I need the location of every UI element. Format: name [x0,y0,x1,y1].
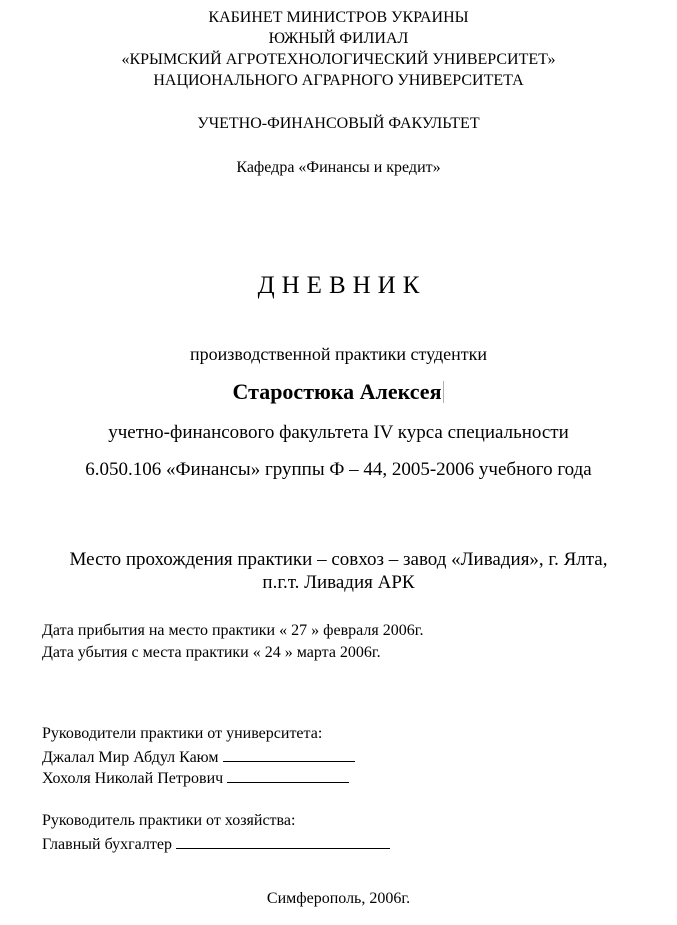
student-name-line [0,381,677,403]
university-supervisor-1: Джалал Мир Абдул Каюм [42,748,355,766]
text-cursor [443,381,444,403]
signature-line [227,769,349,783]
signature-line [223,748,355,762]
signature-line [176,835,390,849]
practice-place-line-2: п.г.т. Ливадия АРК [262,572,415,593]
course-line-2: 6.050.106 «Финансы» группы Ф – 44, 2005-2006 учебного года [85,459,592,480]
header-ministry: КАБИНЕТ МИНИСТРОВ УКРАИНЫ [208,9,469,26]
university-supervisor-2: Хохоля Николай Петрович [42,769,349,787]
departure-date: Дата убытия с места практики « 24 » марта 2006г. [42,644,381,661]
header-branch: ЮЖНЫЙ ФИЛИАЛ [268,30,409,47]
farm-supervisor-heading: Руководитель практики от хозяйства: [42,812,296,829]
faculty-name: УЧЕТНО-ФИНАНСОВЫЙ ФАКУЛЬТЕТ [197,115,480,132]
course-line-1: учетно-финансового факультета IV курса специальности [108,422,569,443]
student-name: Старостюка Алексея [232,379,442,404]
header-university: «КРЫМСКИЙ АГРОТЕХНОЛОГИЧЕСКИЙ УНИВЕРСИТЕТ» [121,51,556,68]
practice-place-line-1: Место прохождения практики – совхоз – завод «Ливадия», г. Ялта, [69,549,608,570]
header-national-university: НАЦИОНАЛЬНОГО АГРАРНОГО УНИВЕРСИТЕТА [153,72,524,89]
document-title: ДНЕВНИК [257,272,427,299]
document-subtitle: производственной практики студентки [189,344,488,364]
farm-supervisor-chief-accountant: Главный бухгалтер [42,835,390,853]
university-supervisors-heading: Руководители практики от университета: [42,725,323,742]
city-year-footer: Симферополь, 2006г. [266,890,411,907]
department-name: Кафедра «Финансы и кредит» [236,159,441,176]
arrival-date: Дата прибытия на место практики « 27 » февраля 2006г. [42,622,424,639]
